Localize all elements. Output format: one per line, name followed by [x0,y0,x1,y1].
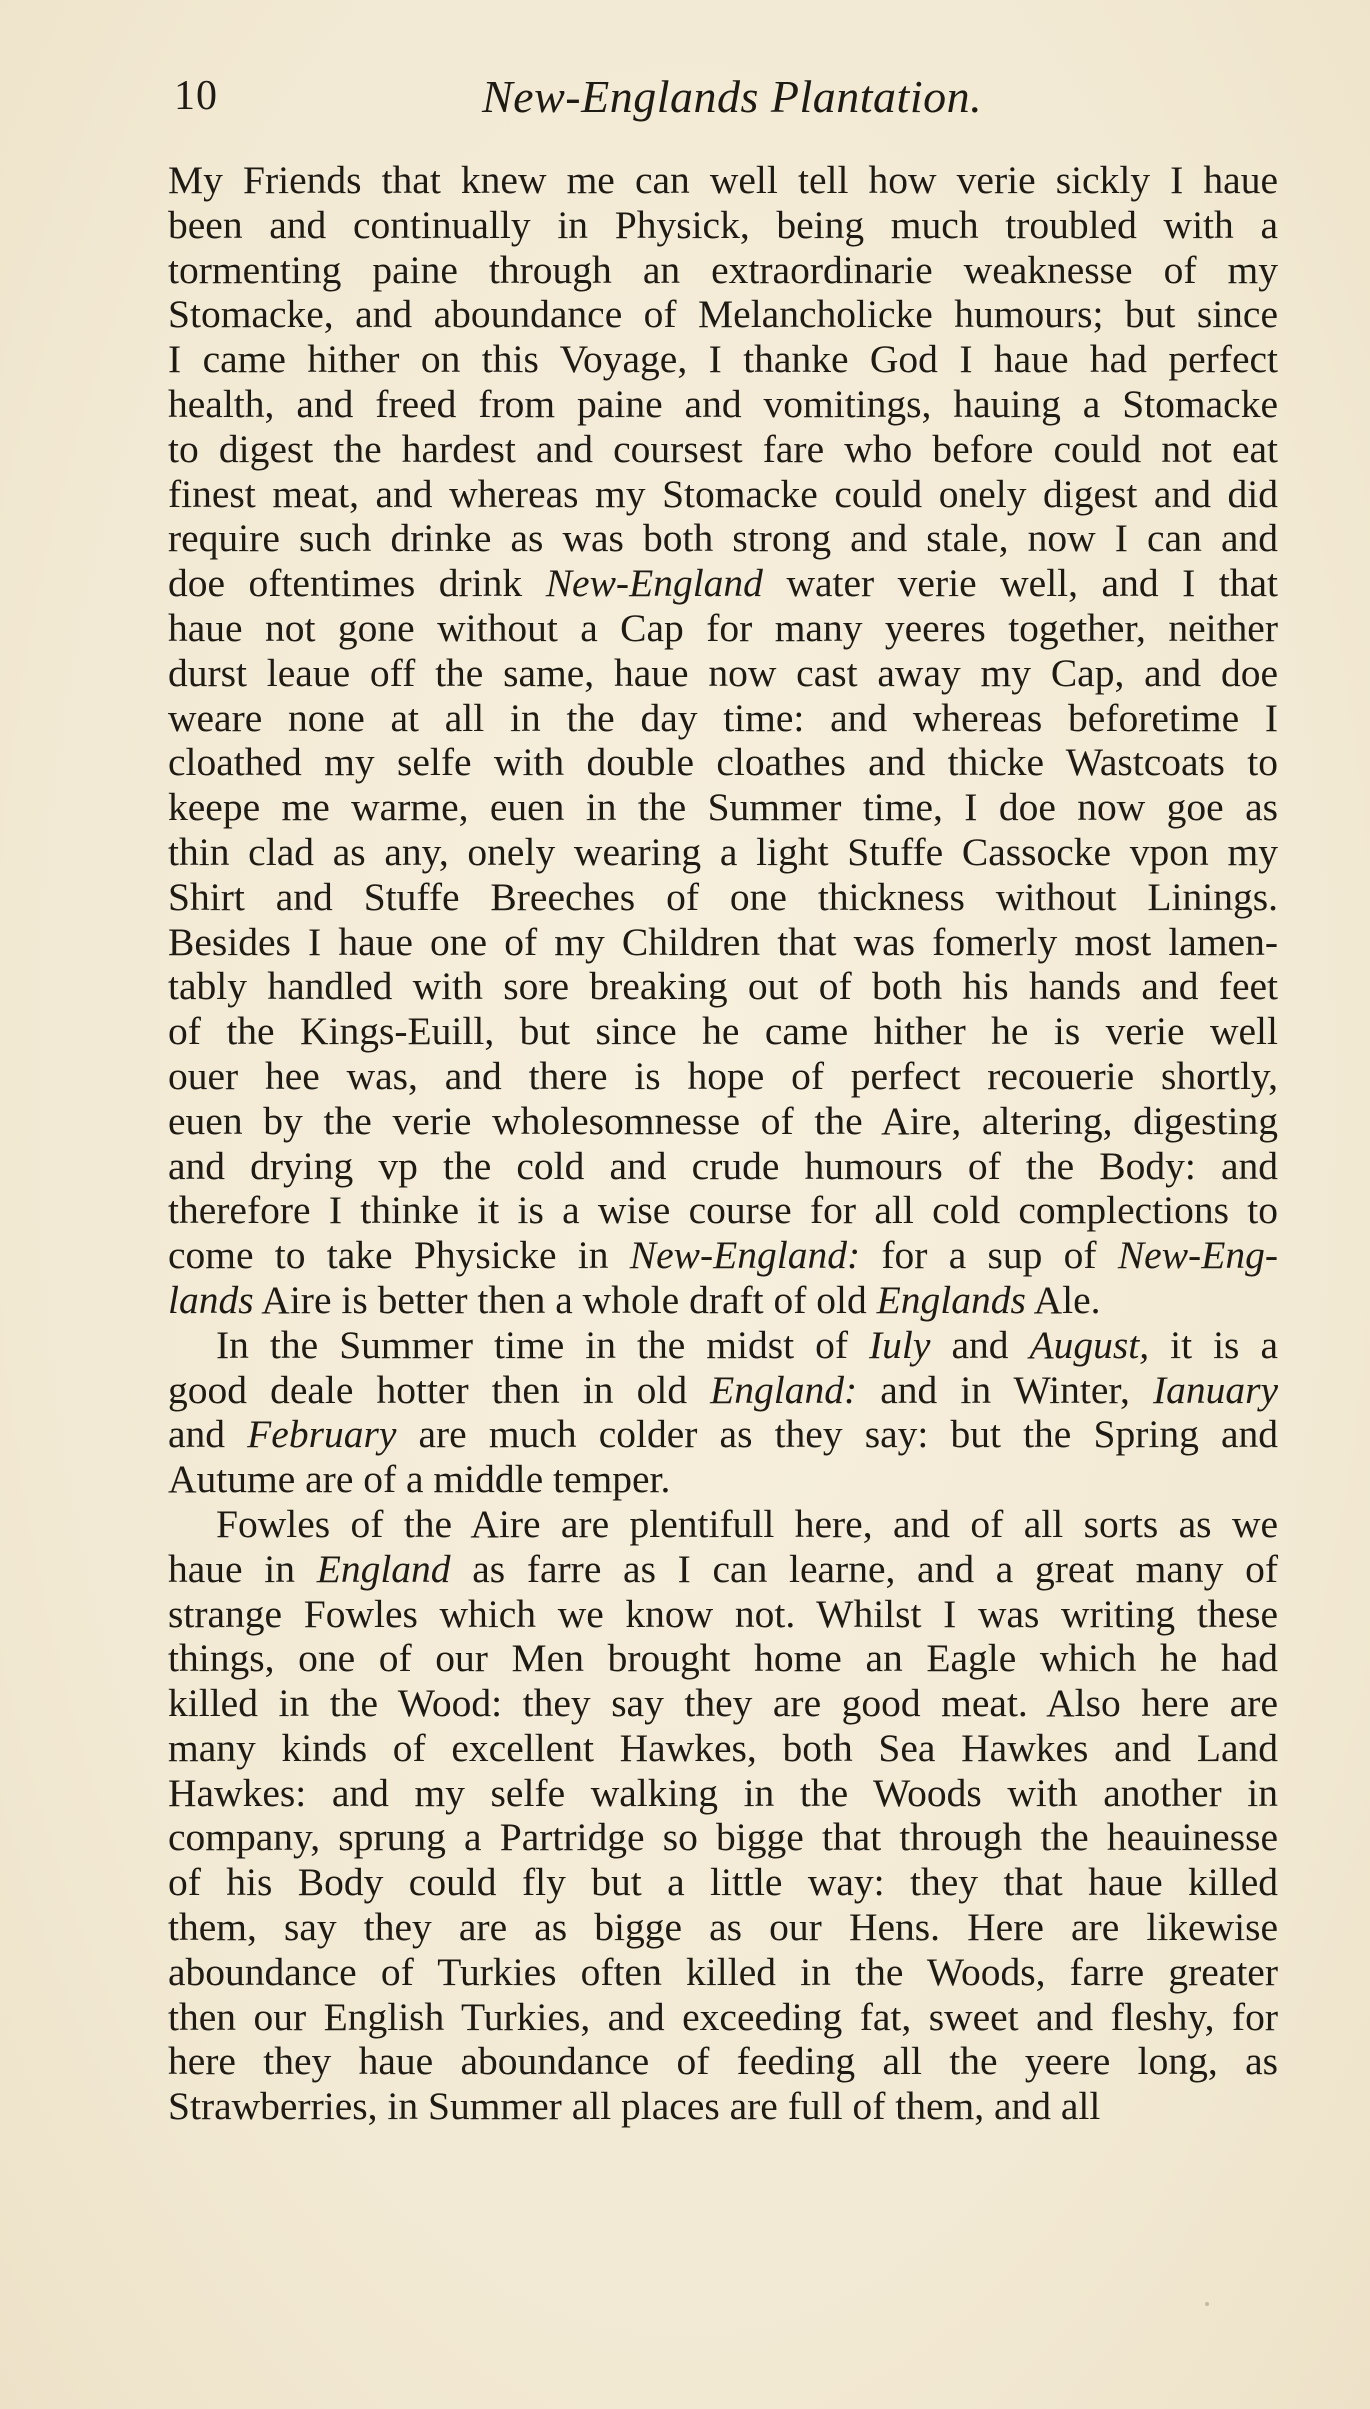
text-run: and drying vp the cold and crude humours of the Body: and [168,1143,1278,1188]
text-run: Strawberries, in Summer all places are full of them, and all [168,2084,1101,2129]
paragraph [168,1323,1278,1502]
text-line [168,964,1278,1009]
italic-text: Iuly [869,1322,931,1367]
text-line [168,740,1278,785]
text-run: been and continually in Physick, being much troubled with a [168,202,1278,247]
text-line [168,1636,1278,1681]
text-run: Fowles of the Aire are plentifull here, and of all sorts as we [216,1501,1278,1546]
text-run: of the Kings-Euill, but since he came hither he is verie well [168,1009,1278,1054]
text-run: as farre as I can learne, and a great many of [450,1546,1278,1591]
text-line [168,1726,1278,1771]
text-line [168,516,1278,561]
text-line [168,1412,1278,1457]
text-run: require such drinke as was both strong and stale, now I can and [168,516,1278,561]
italic-text: Englands [876,1277,1026,1322]
text-run: and [168,1412,248,1457]
text-line [168,337,1278,382]
text-line [168,920,1278,965]
text-line [168,2084,1278,2129]
text-line [168,1009,1278,1054]
text-line [168,651,1278,696]
italic-text: New-England: [629,1233,861,1278]
text-run: killed in the Wood: they say they are good meat. Also here are [168,1681,1278,1726]
text-run: company, sprung a Partridge so bigge that through the heauinesse [168,1815,1278,1860]
italic-text: lands [168,1277,254,1322]
text-run: of his Body could fly but a little way: they that haue killed [168,1860,1278,1905]
text-run: to digest the hardest and coursest fare who before could not eat [168,426,1278,471]
text-run: many kinds of excellent Hawkes, both Sea Hawkes and Land [168,1725,1278,1770]
text-line [168,830,1278,875]
text-line [168,1502,1278,1547]
text-run: Stomacke, and aboundance of Melancholicke humours; but since [168,292,1278,337]
italic-text: England [316,1546,451,1591]
text-run: cloathed my selfe with double cloathes and thicke Wastcoats to [168,740,1278,785]
text-run: In the Summer time in the midst of [216,1322,870,1367]
text-run: and in Winter, [857,1367,1153,1412]
text-line [168,1860,1278,1905]
text-run: finest meat, and whereas my Stomacke could onely digest and did [168,471,1278,516]
italic-text: England: [710,1367,858,1412]
text-run: things, one of our Men brought home an Eagle which he had [168,1636,1278,1681]
text-run: Hawkes: and my selfe walking in the Woods with another in [168,1770,1278,1815]
text-run: therefore I thinke it is a wise course for all cold complections to [168,1188,1278,1233]
page-number: 10 [174,73,218,119]
text-line [168,427,1278,472]
text-line [168,1681,1278,1726]
text-run: haue in [168,1546,317,1591]
text-run: Besides I haue one of my Children that was fomerly most lamen- [168,919,1278,964]
italic-text: New-Eng- [1117,1233,1278,1278]
text-run: come to take Physicke in [168,1233,630,1278]
text-run: here they haue aboundance of feeding all the yeere long, as [168,2039,1278,2084]
paper-speck [1205,2302,1209,2306]
text-line [168,1457,1278,1502]
text-line [168,472,1278,517]
body-text [168,158,1278,2129]
text-run: them, say they are as bigge as our Hens. Here are likewise [168,1905,1278,1950]
text-run: Aire is better then a whole draft of old [253,1277,877,1322]
page-header [168,66,1278,136]
text-line [168,248,1278,293]
text-line [168,1905,1278,1950]
text-run: aboundance of Turkies often killed in the Woods, farre greater [168,1949,1278,1994]
text-line [168,1950,1278,1995]
text-run: strange Fowles which we know not. Whilst I was writing these [168,1591,1278,1636]
text-run: euen by the verie wholesomnesse of the Aire, altering, digesting [168,1098,1278,1143]
text-run: are much colder as they say: but the Spring and [396,1412,1278,1457]
text-run: tably handled with sore breaking out of both his hands and feet [168,964,1278,1009]
text-line [168,785,1278,830]
text-line [168,158,1278,203]
italic-text: February [247,1412,397,1457]
paragraph [168,1502,1278,2129]
text-run: health, and freed from paine and vomitings, hauing a Stomacke [168,381,1278,426]
text-run: Shirt and Stuffe Breeches of one thickness without Linings. [168,874,1278,919]
text-run: ouer hee was, and there is hope of perfect recouerie shortly, [168,1053,1278,1098]
italic-text: New-England [545,561,763,606]
text-line [168,561,1278,606]
text-line [168,1368,1278,1413]
text-run: haue not gone without a Cap for many yeeres together, neither [168,605,1278,650]
running-title: New-Englands Plantation. [482,71,983,122]
text-line [168,1278,1278,1323]
text-line [168,2039,1278,2084]
text-run: and [930,1322,1030,1367]
text-run: then our English Turkies, and exceeding fat, sweet and fleshy, for [168,1994,1278,2039]
text-run: doe oftentimes drink [168,561,546,606]
text-line [168,1592,1278,1637]
text-run: My Friends that knew me can well tell how verie sickly I haue [168,158,1278,202]
text-run: tormenting paine through an extraordinarie weaknesse of my [168,247,1278,292]
italic-text: Ianuary [1152,1367,1279,1412]
text-line [168,1054,1278,1099]
text-line [168,1547,1278,1592]
text-run: durst leaue off the same, haue now cast away my Cap, and doe [168,650,1278,695]
text-line [168,1188,1278,1233]
text-line [168,696,1278,741]
text-run: it is a [1149,1322,1278,1367]
text-line [168,1144,1278,1189]
text-line [168,1771,1278,1816]
italic-text: August, [1029,1322,1150,1367]
text-line [168,203,1278,248]
text-line [168,1815,1278,1860]
text-line [168,1099,1278,1144]
text-run: Autume are of a middle temper. [168,1457,671,1502]
text-line [168,292,1278,337]
text-line [168,1995,1278,2040]
text-run: weare none at all in the day time: and whereas beforetime I [168,695,1278,740]
text-line [168,1323,1278,1368]
paragraph [168,158,1278,1323]
text-run: for a sup of [860,1233,1118,1278]
text-run: keepe me warme, euen in the Summer time, I doe now goe as [168,785,1278,830]
text-line [168,382,1278,427]
text-line [168,875,1278,920]
text-run: water verie well, and I that [762,561,1278,606]
text-run: good deale hotter then in old [168,1367,711,1412]
text-run: I came hither on this Voyage, I thanke God I haue had perfect [168,337,1278,382]
text-run: Ale. [1025,1277,1101,1322]
text-run: thin clad as any, onely wearing a light Stuffe Cassocke vpon my [168,829,1278,874]
text-line [168,1233,1278,1278]
text-line [168,606,1278,651]
